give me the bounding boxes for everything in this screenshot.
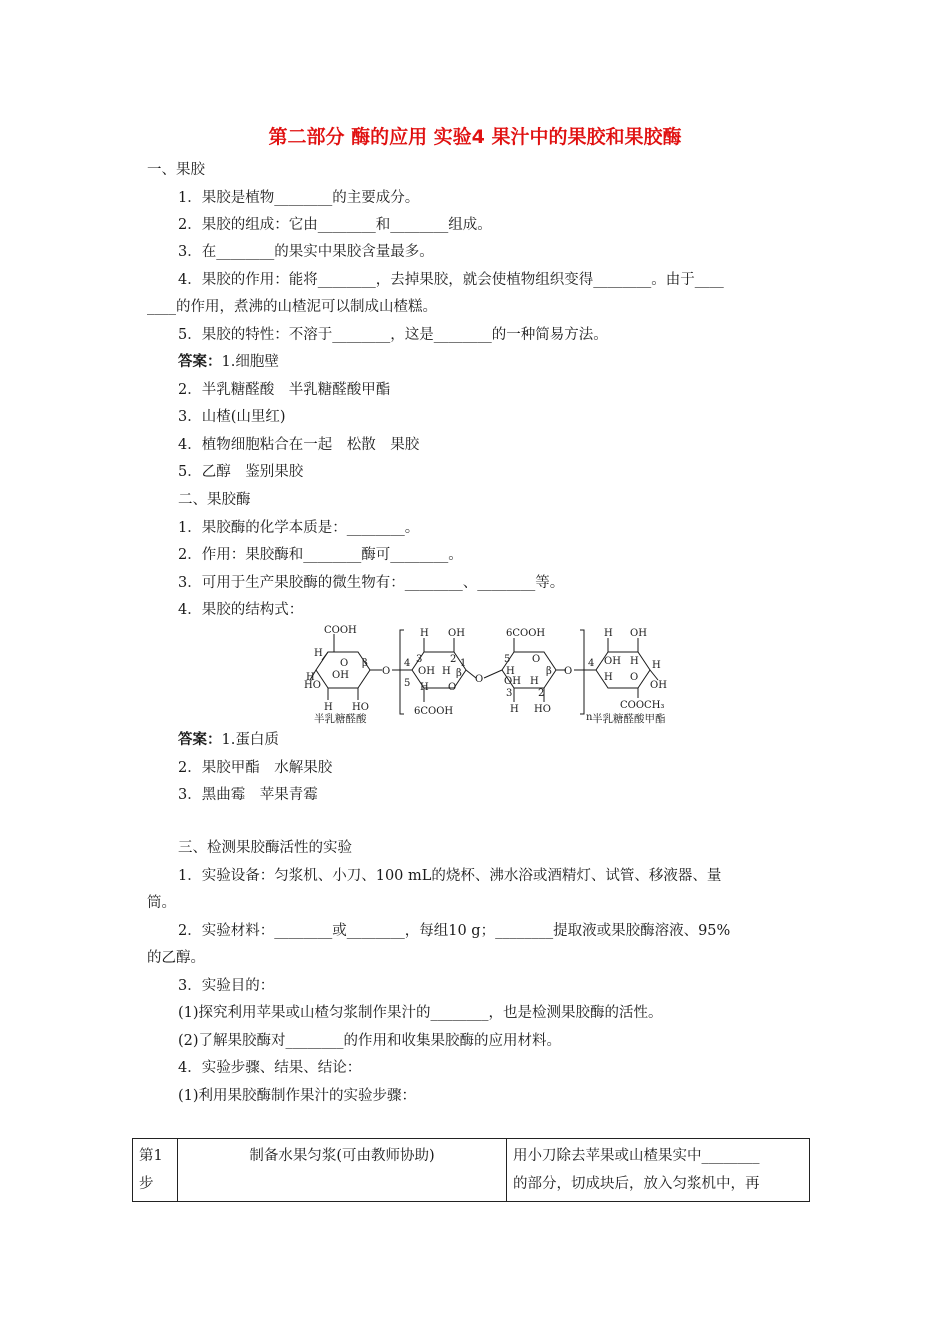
structure-label: H [506, 666, 515, 677]
table-cell-name [178, 1139, 507, 1202]
question-line: 4．果胶的结构式： [178, 602, 304, 618]
section-heading-pectinase: 二、果胶酶 [178, 492, 251, 508]
structure-label: H [604, 672, 613, 683]
structure-label: 3 [416, 654, 423, 665]
structure-label: 6COOH [506, 628, 546, 639]
structure-label: O [532, 654, 541, 665]
structure-label: H [530, 676, 539, 687]
structure-label: O [630, 672, 639, 683]
structure-label: 4 [588, 658, 595, 669]
text-line: 2．实验材料：________或________，每组10 g；________提取液或果胶酶溶液、95% [178, 923, 731, 939]
structure-label: H [420, 628, 429, 639]
steps-table [132, 1138, 810, 1202]
structure-label: O [340, 658, 349, 669]
structure-label: 1 [460, 658, 467, 669]
pectin-structure-diagram [300, 622, 690, 726]
step-name: 制备水果匀浆(可由教师协助) [249, 1148, 435, 1164]
answer-text: 1.蛋白质 [221, 732, 279, 748]
structure-label: OH [604, 656, 621, 667]
answer-line: 5．乙醇 鉴别果胶 [178, 464, 304, 480]
structure-label: 3 [506, 688, 513, 699]
question-line: 4．果胶的作用：能将________，去掉果胶，就会使植物组织变得________。由于____ [178, 272, 724, 288]
structure-label: H [324, 702, 333, 713]
text-line: 4．实验步骤、结果、结论： [178, 1060, 362, 1076]
table-cell-desc [507, 1139, 810, 1202]
structure-label: 5 [404, 678, 411, 689]
answer-line: 2．果胶甲酯 水解果胶 [178, 760, 333, 776]
question-line: ____的作用，煮沸的山楂泥可以制成山楂糕。 [147, 299, 437, 315]
section-heading-pectin: 一、果胶 [147, 162, 205, 178]
page-title: 第二部分 酶的应用 实验4 果汁中的果胶和果胶酶 [268, 126, 682, 148]
structure-label: O [475, 674, 484, 685]
structure-label: 4 [404, 658, 411, 669]
text-line: 3．实验目的： [178, 978, 275, 994]
structure-label: H [510, 704, 519, 715]
section-heading-experiment: 三、检测果胶酶活性的实验 [178, 840, 352, 856]
structure-caption-right: 半乳糖醛酸甲酯 [592, 713, 666, 725]
structure-label: H [314, 648, 323, 659]
step-number: 第1 [139, 1148, 163, 1164]
structure-caption-left: 半乳糖醛酸 [314, 713, 367, 725]
structure-label: OH [504, 676, 521, 687]
answer-line: 3．山楂(山里红) [178, 409, 286, 425]
structure-label: H [306, 672, 315, 683]
structure-label: H [604, 628, 613, 639]
text-line: (1)探究利用苹果或山楂匀浆制作果汁的________，也是检测果胶酶的活性。 [178, 1005, 663, 1021]
answer-line: 2．半乳糖醛酸 半乳糖醛酸甲酯 [178, 382, 391, 398]
structure-label: 2 [450, 654, 457, 665]
answer-line: 3．黑曲霉 苹果青霉 [178, 787, 318, 803]
text-line: 筒。 [147, 895, 176, 911]
structure-label: H [442, 666, 451, 677]
question-line: 5．果胶的特性：不溶于________，这是________的一种简易方法。 [178, 327, 608, 343]
structure-label: H [420, 682, 429, 693]
structure-label: n [586, 712, 593, 723]
answer-text: 1.细胞壁 [221, 354, 279, 370]
structure-label: OH [650, 680, 667, 691]
answer-line [178, 352, 279, 372]
table-cell-step [133, 1139, 178, 1202]
structure-label: HO [352, 702, 369, 713]
answer-line [178, 730, 279, 750]
structure-label: COOH [324, 625, 357, 636]
text-line: (2)了解果胶酶对________的作用和收集果胶酶的应用材料。 [178, 1033, 562, 1049]
answer-label: 答案： [178, 353, 222, 370]
step-desc: 用小刀除去苹果或山楂果实中________ [513, 1148, 760, 1164]
structure-label: H [630, 656, 639, 667]
structure-label: OH [448, 628, 465, 639]
text-line: 的乙醇。 [147, 950, 205, 966]
structure-label: O [564, 666, 573, 677]
structure-label: β [456, 668, 462, 679]
structure-label: 6COOH [414, 706, 454, 717]
structure-label: HO [534, 704, 551, 715]
question-line: 2．果胶的组成：它由________和________组成。 [178, 217, 492, 233]
text-line: 1．实验设备：匀浆机、小刀、100 mL的烧杯、沸水浴或酒精灯、试管、移液器、量 [178, 868, 722, 884]
answer-line: 4．植物细胞粘合在一起 松散 果胶 [178, 437, 420, 453]
table-row [133, 1139, 810, 1202]
step-desc: 的部分，切成块后，放入匀浆机中，再 [513, 1176, 760, 1192]
structure-label: 2 [538, 688, 545, 699]
structure-label: β [546, 666, 552, 677]
structure-label: COOCH₃ [620, 700, 665, 711]
question-line: 2．作用：果胶酶和________酶可________。 [178, 547, 463, 563]
question-line: 3．在________的果实中果胶含量最多。 [178, 244, 434, 260]
structure-label: HO [304, 680, 321, 691]
structure-label: O [448, 682, 457, 693]
question-line: 3．可用于生产果胶酶的微生物有：________、________等。 [178, 575, 565, 591]
text-line: (1)利用果胶酶制作果汁的实验步骤： [178, 1088, 417, 1104]
structure-label: β [362, 658, 368, 669]
answer-label: 答案： [178, 731, 222, 748]
structure-label: OH [630, 628, 647, 639]
structure-label: H [652, 660, 661, 671]
structure-label: O [382, 666, 391, 677]
structure-label: 5 [504, 654, 511, 665]
question-line: 1．果胶酶的化学本质是：________。 [178, 520, 420, 536]
structure-label: OH [418, 666, 435, 677]
structure-label: OH [332, 670, 349, 681]
step-number-suffix: 步 [139, 1176, 154, 1192]
question-line: 1．果胶是植物________的主要成分。 [178, 190, 420, 206]
